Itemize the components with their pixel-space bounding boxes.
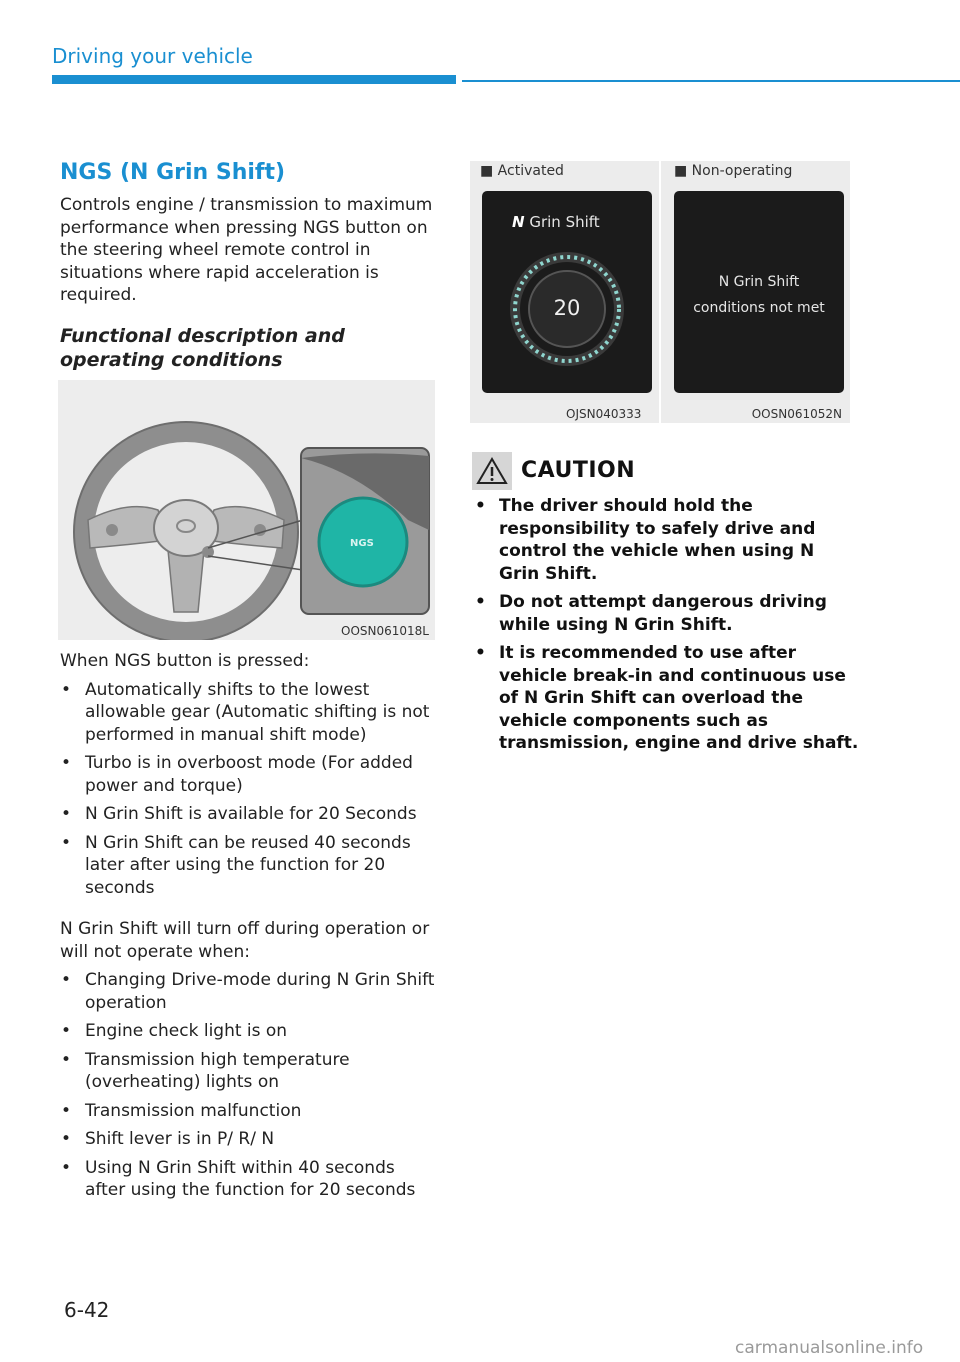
- screen-title: N Grin Shift: [512, 213, 600, 231]
- turnoff-intro: N Grin Shift will turn off during operation or will not operate when:: [60, 919, 430, 962]
- cluster-display-figure: [470, 161, 850, 423]
- list-item: • Turbo is in overboost mode (For added power and torque): [60, 752, 440, 797]
- nonoperating-screen: [674, 191, 844, 393]
- figure-divider: [659, 161, 661, 423]
- nonoperating-message: N Grin Shift conditions not met: [693, 274, 825, 316]
- turnoff-list: [60, 969, 440, 1202]
- figure-code: OOSN061018L: [341, 624, 429, 638]
- figure-code: OJSN040333: [566, 407, 642, 421]
- caution-title: CAUTION: [521, 458, 636, 483]
- pressed-intro: When NGS button is pressed:: [60, 651, 310, 671]
- header-accent-bar: [52, 75, 456, 84]
- list-item: • Changing Drive-mode during N Grin Shift operation: [60, 969, 440, 1014]
- list-item: • Automatically shifts to the lowest allowable gear (Automatic shifting is not performed in manual shift mode): [60, 679, 440, 747]
- warning-icon: [472, 452, 512, 490]
- list-item: • N Grin Shift can be reused 40 seconds later after using the function for 20 seconds: [60, 832, 440, 900]
- activated-label: ■ Activated: [480, 163, 564, 179]
- caution-list: [474, 495, 859, 761]
- gauge-ring-icon: [482, 191, 652, 393]
- list-item: • The driver should hold the responsibility to safely drive and control the vehicle when using N Grin Shift.: [474, 495, 859, 585]
- section-intro: Controls engine / transmission to maximum performance when pressing NGS button on the steering wheel remote control in situations where rapid acceleration is required.: [60, 195, 433, 305]
- nonoperating-label: ■ Non-operating: [674, 163, 793, 179]
- list-item: • It is recommended to use after vehicle break-in and continuous use of N Grin Shift can overload the vehicle components such as transmission, engine and drive shaft.: [474, 642, 859, 755]
- pressed-list: [60, 679, 440, 900]
- section-title: NGS (N Grin Shift): [60, 160, 286, 185]
- list-item: • Do not attempt dangerous driving while using N Grin Shift.: [474, 591, 859, 636]
- countdown-value: 20: [553, 296, 581, 320]
- header-rule: [462, 80, 960, 82]
- activated-screen: [482, 191, 652, 393]
- list-item: • Engine check light is on: [60, 1020, 440, 1043]
- n-logo-icon: N: [512, 213, 525, 231]
- list-item: • Shift lever is in P/ R/ N: [60, 1128, 440, 1151]
- list-item: • Transmission high temperature (overheating) lights on: [60, 1049, 440, 1094]
- ngs-button-label: NGS: [350, 538, 374, 549]
- list-item: • Transmission malfunction: [60, 1100, 440, 1123]
- page-number: 6-42: [64, 1298, 110, 1322]
- watermark: carmanualsonline.info: [735, 1338, 924, 1358]
- list-item: • N Grin Shift is available for 20 Seconds: [60, 803, 440, 826]
- pressed-section: [60, 650, 440, 905]
- figure-code: OOSN061052N: [751, 407, 842, 421]
- subheading: Functional description and operating conditions: [60, 325, 345, 371]
- steering-wheel-figure: [58, 380, 435, 640]
- running-header: Driving your vehicle: [52, 44, 253, 68]
- list-item: • Using N Grin Shift within 40 seconds after using the function for 20 seconds: [60, 1157, 440, 1202]
- turnoff-section: [60, 918, 440, 1208]
- steering-wheel-illustration: [58, 380, 435, 640]
